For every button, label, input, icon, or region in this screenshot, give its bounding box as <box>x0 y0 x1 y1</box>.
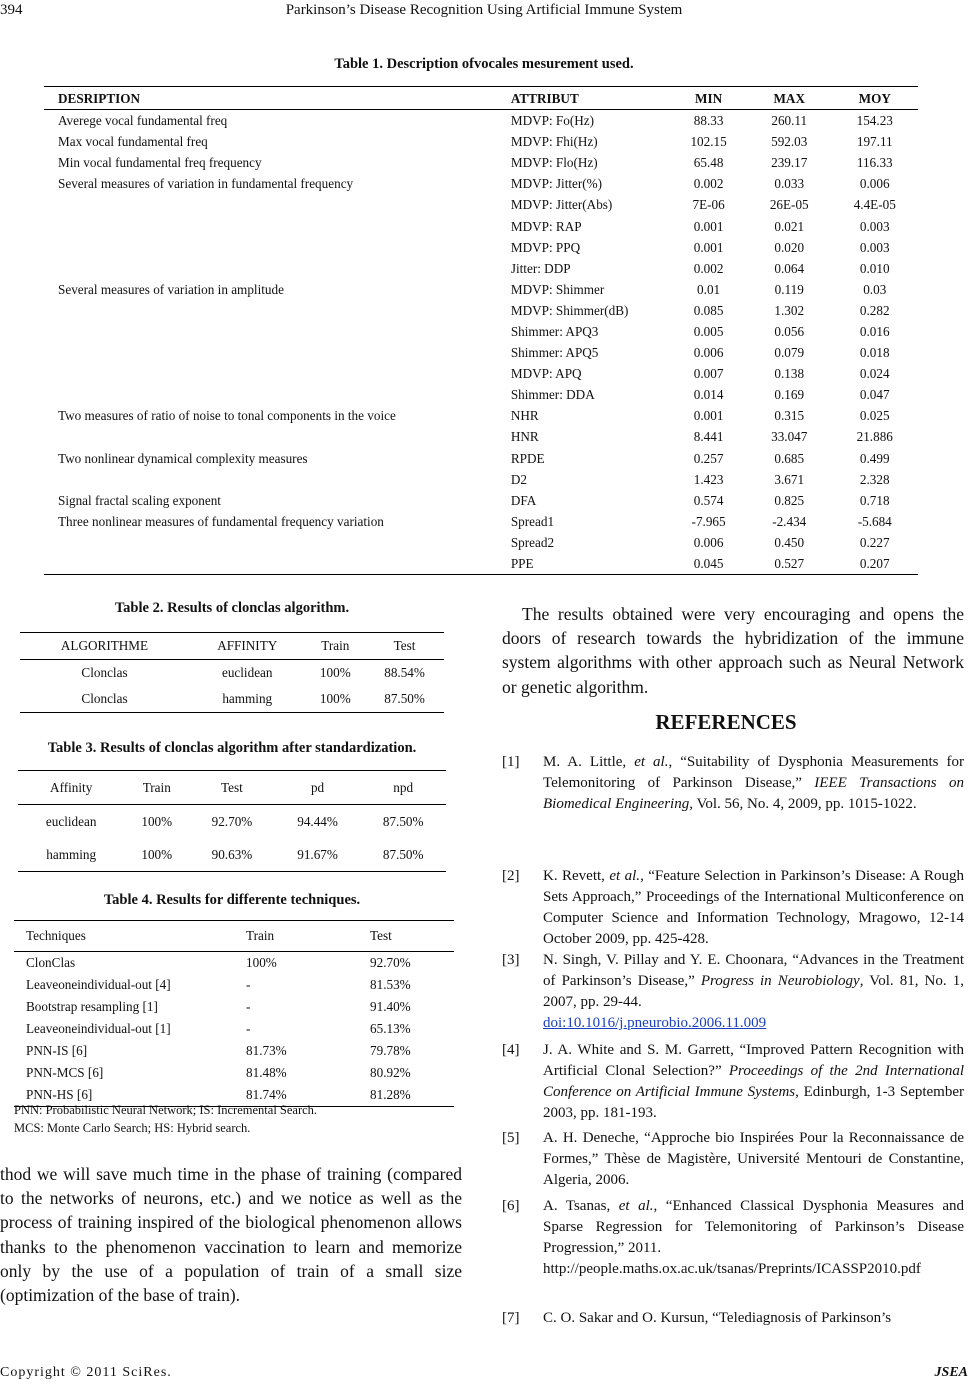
table-row <box>44 279 918 300</box>
table1-cell: MDVP: APQ <box>510 366 582 382</box>
table1-cell: Two nonlinear dynamical complexity measures <box>58 450 308 466</box>
reference-item <box>502 866 964 950</box>
reference-text <box>543 1040 964 1124</box>
conclusion-paragraph: The results obtained were very encouraging and opens the doors of research towards the hybridization of the immune system algorithms with other approach such as Neural Network or genetic algorithm. <box>502 604 964 697</box>
table1-cell: 2.328 <box>859 471 890 487</box>
table1-cell: MDVP: RAP <box>510 218 582 234</box>
table4-cell: 92.70% <box>370 955 411 970</box>
table1-cell: Max vocal fundamental freq <box>58 134 208 150</box>
table1-header-cell: MAX <box>747 87 832 110</box>
reference-item <box>502 1308 964 1329</box>
table4-cell: 81.74% <box>234 1084 358 1107</box>
reference-pre: M. A. Little, <box>543 754 635 770</box>
left-column-paragraph: thod we will save much time in the phase of training (compared to the networks of neurons, etc.) and we notice as well as the process of training inspired of the biological phenomenon allows thanks to the phenomenon vaccination to learn and memorize only by the use of a population of train of a small size (optimization of the base of train). <box>0 1164 462 1306</box>
table1-cell: PPE <box>507 553 670 575</box>
table1-cell: 260.11 <box>771 113 808 129</box>
table1-cell: 33.047 <box>771 429 808 445</box>
table1-cell: Shimmer: APQ5 <box>510 345 599 361</box>
reference-mid: , “Suitability of Dysphonia Measurements for Telemonitoring of Parkinson Disease,” <box>543 754 964 791</box>
table1-cell <box>44 342 507 363</box>
table4-cell: 100% <box>246 955 277 970</box>
table2-cell: euclidean <box>221 665 273 680</box>
table4-caption: Table 4. Results for differente techniques. <box>103 892 361 908</box>
table1-cell <box>44 300 507 321</box>
table2 <box>20 632 444 713</box>
table1-cell: MDVP: Flo(Hz) <box>510 155 598 171</box>
table1-cell: 0.499 <box>859 450 890 466</box>
table-row <box>14 952 454 975</box>
table1-cell: 0.119 <box>774 281 804 297</box>
reference-mid: , Edinburgh, 1-3 September 2003, pp. 181-193. <box>543 1084 964 1121</box>
page-number: 394 <box>0 2 23 18</box>
table-row <box>44 511 918 532</box>
table1-cell: -7.965 <box>691 513 726 529</box>
table3 <box>18 770 446 872</box>
table-row <box>44 363 918 384</box>
table1-cell: 154.23 <box>856 113 893 129</box>
table3-cell: hamming <box>18 838 124 872</box>
table4-cell: 79.78% <box>370 1043 411 1058</box>
table1-cell: Spread1 <box>510 513 555 529</box>
table1-cell: 0.018 <box>859 345 890 361</box>
table3-header-cell: pd <box>275 771 361 805</box>
table1-cell: Spread2 <box>510 534 555 550</box>
table1-header-cell: MOY <box>832 87 919 110</box>
table4-cell: 80.92% <box>370 1065 411 1080</box>
reference-item <box>502 1040 964 1124</box>
table1-cell: MDVP: Shimmer(dB) <box>510 302 629 318</box>
table-row <box>44 258 918 279</box>
table1-cell: 0.014 <box>693 387 724 403</box>
table1-cell: 0.001 <box>693 408 724 424</box>
table-row <box>44 131 918 152</box>
table-row <box>20 660 444 687</box>
table3-header-cell: Test <box>189 771 275 805</box>
table1-cell: 0.064 <box>774 260 805 276</box>
reference-number: [5] <box>502 1130 520 1146</box>
table4-cell: 81.53% <box>370 977 411 992</box>
table1-cell: 239.17 <box>771 155 808 171</box>
table1-cell: 0.002 <box>693 260 724 276</box>
table1-cell: Shimmer: APQ3 <box>510 323 599 339</box>
table4-cell: - <box>246 1021 251 1036</box>
table1-cell: 0.047 <box>859 387 890 403</box>
table2-header-cell: Test <box>365 633 444 660</box>
reference-item <box>502 1128 964 1191</box>
reference-pre: A. Tsanas, <box>543 1198 619 1214</box>
table4-footnote-2: MCS: Monte Carlo Search; HS: Hybrid search. <box>14 1121 251 1135</box>
table1-cell: Three nonlinear measures of fundamental frequency variation <box>58 513 384 529</box>
table1-cell: 0.079 <box>774 345 805 361</box>
table1-cell: 0.718 <box>859 492 890 508</box>
table-row <box>44 173 918 194</box>
table3-cell: 100% <box>141 813 173 829</box>
table1-cell: 592.03 <box>771 134 808 150</box>
table1-cell: 8.441 <box>693 429 724 445</box>
table1-cell <box>44 532 507 553</box>
table4 <box>14 920 454 1107</box>
table2-cell: 88.54% <box>384 665 425 680</box>
table3-header-cell: Affinity <box>18 771 124 805</box>
footer-copyright: Copyright © 2011 SciRes. <box>0 1365 172 1380</box>
reference-item <box>502 1196 964 1280</box>
table1-cell: 0.003 <box>859 239 890 255</box>
table1-cell: 1.302 <box>774 302 805 318</box>
footer-journal: JSEA <box>934 1365 968 1380</box>
table1-cell: 0.169 <box>774 387 805 403</box>
table3-cell: 92.70% <box>211 813 253 829</box>
table1-cell: 0.020 <box>774 239 805 255</box>
table1-cell: 0.527 <box>747 553 832 575</box>
table1-cell: 0.024 <box>859 366 890 382</box>
reference-text <box>543 1196 964 1280</box>
table1-cell: Jitter: DDP <box>510 260 571 276</box>
table1-cell: 3.671 <box>774 471 805 487</box>
table4-cell: - <box>246 999 251 1014</box>
reference-em1: et al. <box>609 868 641 884</box>
table1-cell: MDVP: Jitter(Abs) <box>510 197 613 213</box>
reference-post: , Vol. 56, No. 4, 2009, pp. 1015-1022. <box>689 796 917 812</box>
table1-cell: 65.48 <box>693 155 724 171</box>
table1-cell: Signal fractal scaling exponent <box>58 492 221 508</box>
reference-mid: , “Feature Selection in Parkinson’s Disease: A Rough Sets Approach,” Proceedings of the International Multiconference on Computer Science and Information Technology, Mragowo, 12-14 October 2009, pp. 425-428. <box>543 868 964 947</box>
reference-mid: , “Enhanced Classical Dysphonia Measures and Sparse Regression for Telemonitoring of Parkinson’s Disease Progression,” 2011. <box>543 1198 964 1256</box>
table-row <box>44 194 918 215</box>
table3-cell: 87.50% <box>360 838 446 872</box>
table1-header-cell: DESRIPTION <box>44 87 507 110</box>
table3-cell: 94.44% <box>297 813 338 829</box>
table-row <box>44 342 918 363</box>
reference-number: [4] <box>502 1042 520 1058</box>
table1-header-cell: ATTRIBUT <box>507 87 670 110</box>
table1-cell: Shimmer: DDA <box>510 387 595 403</box>
table4-cell: Leaveoneindividual-out [4] <box>26 977 171 992</box>
table2-header-cell: AFFINITY <box>189 633 305 660</box>
table2-cell: 100% <box>319 665 351 680</box>
table4-cell: 91.40% <box>370 999 411 1014</box>
table1-cell: 26E-05 <box>769 197 809 213</box>
table1-cell: -5.684 <box>857 513 892 529</box>
table1-cell: 116.33 <box>856 155 893 171</box>
table1-cell: 0.450 <box>774 534 805 550</box>
table3-cell: 100% <box>124 838 189 872</box>
reference-pre: A. H. Deneche, “Approche bio Inspirées Pour la Reconnaissance de Formes,” Thèse de Magistère, Université Mentouri de Constantine, Algeria, 2006. <box>543 1130 964 1188</box>
table1-cell: 7E-06 <box>692 197 725 213</box>
table1-cell <box>44 384 507 405</box>
table1-cell: 0.021 <box>774 218 805 234</box>
table1-caption: Table 1. Description ofvocales mesurement used. <box>334 56 634 72</box>
table3-cell: euclidean <box>45 813 97 829</box>
table-row <box>44 110 918 132</box>
reference-url: http://people.maths.ox.ac.uk/tsanas/Preprints/ICASSP2010.pdf <box>543 1261 921 1277</box>
table4-header-cell: Test <box>358 921 454 952</box>
table1-cell: 21.886 <box>856 429 893 445</box>
table4-cell: 81.48% <box>246 1065 287 1080</box>
table1-cell: MDVP: Jitter(%) <box>510 176 603 192</box>
table1-cell: 0.016 <box>859 323 890 339</box>
reference-pre: N. Singh, V. Pillay and Y. E. Choonara, “Advances in the Treatment of Parkinson’s Disease,” <box>543 952 964 989</box>
reference-text <box>543 950 964 1034</box>
table1-cell: 0.207 <box>832 553 919 575</box>
table3-header-cell: Train <box>124 771 189 805</box>
table1-cell: 4.4E-05 <box>853 197 896 213</box>
table-row <box>44 553 918 575</box>
table1-cell: 0.315 <box>774 408 805 424</box>
reference-number: [6] <box>502 1198 520 1214</box>
references-heading: REFERENCES <box>655 710 797 734</box>
table-row <box>44 469 918 490</box>
reference-item <box>502 950 964 1034</box>
table1-cell: 0.03 <box>863 281 887 297</box>
table-row <box>14 1040 454 1062</box>
table1-cell <box>44 553 507 575</box>
table-row <box>18 838 446 872</box>
table-row <box>44 426 918 447</box>
table-row <box>14 974 454 996</box>
table1-cell: HNR <box>510 429 539 445</box>
table4-cell: Bootstrap resampling [1] <box>26 999 158 1014</box>
table1-cell: Min vocal fundamental freq frequency <box>58 155 262 171</box>
table1-cell: 0.138 <box>774 366 805 382</box>
reference-em2: IEEE Transactions on Biomedical Engineering <box>543 775 964 812</box>
table4-cell: PNN-HS [6] <box>14 1084 234 1107</box>
reference-pre: C. O. Sakar and O. Kursun, “Telediagnosis of Parkinson’s <box>543 1310 892 1326</box>
table4-cell: Leaveoneindividual-out [1] <box>26 1021 171 1036</box>
table1-cell: 0.085 <box>693 302 724 318</box>
table1-cell: 0.001 <box>693 239 724 255</box>
table3-cell: 87.50% <box>382 813 424 829</box>
reference-text <box>543 1308 964 1329</box>
reference-number: [2] <box>502 868 520 884</box>
table-row <box>18 805 446 839</box>
table1-cell: 102.15 <box>690 134 727 150</box>
table-row <box>44 300 918 321</box>
table1 <box>44 86 918 575</box>
table4-header-cell: Train <box>234 921 358 952</box>
table1-cell: Several measures of variation in fundamental frequency <box>58 176 354 192</box>
running-title: Parkinson’s Disease Recognition Using Artificial Immune System <box>285 2 683 18</box>
table1-cell <box>44 215 507 236</box>
table1-cell: 197.11 <box>856 134 893 150</box>
reference-pre: J. A. White and S. M. Garrett, “Improved Pattern Recognition with Artificial Clonal Selection?” <box>543 1042 964 1079</box>
table1-cell: Two measures of ratio of noise to tonal components in the voice <box>58 408 396 424</box>
table1-cell: 1.423 <box>693 471 724 487</box>
table1-cell: 0.001 <box>693 218 724 234</box>
table1-cell: 0.045 <box>670 553 747 575</box>
table3-caption: Table 3. Results of clonclas algorithm after standardization. <box>47 740 417 756</box>
table4-cell: 81.73% <box>246 1043 287 1058</box>
table-row <box>14 1018 454 1040</box>
table1-cell <box>44 469 507 490</box>
reference-text <box>543 866 964 950</box>
table-row <box>44 490 918 511</box>
table1-cell: 0.574 <box>693 492 724 508</box>
table1-cell: 0.227 <box>859 534 890 550</box>
table1-cell <box>44 258 507 279</box>
table1-cell: 0.257 <box>693 450 724 466</box>
table1-cell: 0.025 <box>859 408 890 424</box>
table4-cell: 81.28% <box>358 1084 454 1107</box>
table-row <box>44 237 918 258</box>
table-row <box>14 996 454 1018</box>
table2-header-cell: Train <box>305 633 365 660</box>
table2-cell: hamming <box>189 686 305 713</box>
table1-cell: MDVP: PPQ <box>510 239 581 255</box>
table4-header-cell: Techniques <box>14 921 234 952</box>
table1-cell <box>44 194 507 215</box>
table1-cell: 0.005 <box>693 323 724 339</box>
reference-pre: K. Revett, <box>543 868 610 884</box>
reference-em1: Proceedings of the 2nd International Conference on Artificial Immune Systems <box>543 1063 965 1100</box>
table3-cell: 91.67% <box>275 838 361 872</box>
table1-cell <box>44 321 507 342</box>
table-row <box>20 686 444 713</box>
table1-cell <box>44 426 507 447</box>
table4-cell: PNN-IS [6] <box>26 1043 88 1058</box>
table1-cell: 0.825 <box>774 492 805 508</box>
table1-cell: D2 <box>510 471 527 487</box>
table1-cell: 0.01 <box>697 281 721 297</box>
reference-item <box>502 752 964 815</box>
table4-cell: 65.13% <box>370 1021 411 1036</box>
table3-header-cell: npd <box>360 771 446 805</box>
table1-cell: 88.33 <box>693 113 724 129</box>
table1-cell: MDVP: Fo(Hz) <box>510 113 594 129</box>
reference-doi-link[interactable]: doi:10.1016/j.pneurobio.2006.11.009 <box>543 1015 767 1031</box>
table1-cell: 0.003 <box>859 218 890 234</box>
table-row <box>44 215 918 236</box>
table-row <box>44 405 918 426</box>
table4-cell: PNN-MCS [6] <box>26 1065 104 1080</box>
reference-number: [3] <box>502 952 520 968</box>
table1-cell: MDVP: Fhi(Hz) <box>510 134 598 150</box>
table1-cell <box>44 237 507 258</box>
table-row <box>44 384 918 405</box>
reference-number: [7] <box>502 1310 520 1326</box>
table-row <box>14 1062 454 1084</box>
table2-caption: Table 2. Results of clonclas algorithm. <box>114 600 350 616</box>
table1-cell: NHR <box>510 408 539 424</box>
table1-cell: 0.056 <box>774 323 805 339</box>
table4-cell: ClonClas <box>26 955 76 970</box>
table-row <box>44 321 918 342</box>
reference-em1: et al. <box>618 1198 654 1214</box>
reference-em1: et al. <box>634 754 669 770</box>
table1-cell: 0.033 <box>774 176 805 192</box>
reference-number: [1] <box>502 754 520 770</box>
table1-cell: DFA <box>510 492 537 508</box>
table1-cell: -2.434 <box>772 513 807 529</box>
table2-header-cell: ALGORITHME <box>20 633 189 660</box>
table1-cell: 0.006 <box>859 176 890 192</box>
reference-text <box>543 1128 964 1191</box>
table-row <box>44 448 918 469</box>
table1-cell: MDVP: Shimmer <box>510 281 605 297</box>
table2-cell: 100% <box>305 686 365 713</box>
reference-mid: , Vol. 81, No. 1, 2007, pp. 29-44. <box>543 973 964 1010</box>
reference-text <box>543 752 964 815</box>
table3-cell: 90.63% <box>189 838 275 872</box>
table1-cell: 0.010 <box>859 260 890 276</box>
table2-cell: Clonclas <box>81 665 128 680</box>
table2-cell: Clonclas <box>20 686 189 713</box>
table1-cell: Several measures of variation in amplitude <box>58 281 284 297</box>
table4-footnote-1: PNN: Probabilistic Neural Network; IS: Incremental Search. <box>14 1103 318 1117</box>
reference-em1: Progress in Neurobiology <box>700 973 860 989</box>
table4-cell: - <box>246 977 251 992</box>
table1-cell: 0.006 <box>693 345 724 361</box>
table1-cell: 0.007 <box>693 366 724 382</box>
table1-cell <box>44 363 507 384</box>
table1-cell: 0.685 <box>774 450 805 466</box>
table1-header-cell: MIN <box>670 87 747 110</box>
table1-cell: 0.002 <box>693 176 724 192</box>
table1-cell: Averege vocal fundamental freq <box>58 113 228 129</box>
table-row <box>44 532 918 553</box>
table-row <box>44 152 918 173</box>
table1-cell: 0.006 <box>693 534 724 550</box>
table1-cell: RPDE <box>510 450 545 466</box>
table1-cell: 0.282 <box>859 302 890 318</box>
table2-cell: 87.50% <box>365 686 444 713</box>
